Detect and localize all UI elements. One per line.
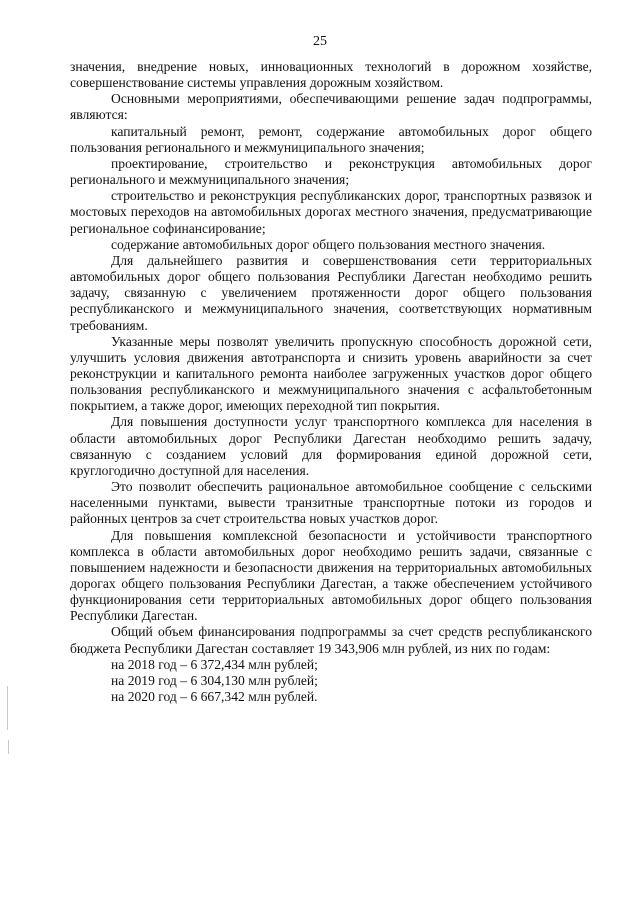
funding-year-2018: на 2018 год – 6 372,434 млн рублей;	[111, 656, 318, 672]
document-body	[70, 59, 592, 705]
list-item-local-maintenance: содержание автомобильных дорог общего пользования местного значения.	[111, 236, 546, 252]
list-item-design-construction: проектирование, строительство и реконструкция автомобильных дорог регионального и межмуниципального значения;	[70, 155, 592, 188]
paragraph-accessibility: Для повышения доступности услуг транспортного комплекса для населения в области автомобильных дорог Республики Дагестан необходимо решить задачу, связанную с созданием условий для формирования единой дорожной сети, круглогодично доступной для населения.	[70, 414, 592, 478]
paragraph-financing: Общий объем финансирования подпрограммы за счет средств республиканского бюджета Республики Дагестан составляет 19 343,906 млн рублей, из них по годам:	[70, 624, 592, 656]
scan-artifact-left	[7, 686, 8, 730]
scan-artifact-left-lower	[8, 740, 9, 754]
page-number: 25	[313, 34, 327, 49]
paragraph-capacity-measures: Указанные меры позволят увеличить пропускную способность дорожной сети, улучшить условия движения автотранспорта и снизить уровень аварийности за счет реконструкции и капитального ремонта наиболее загруженных участков дорог общего пользования республиканского и межмуниципального значения с асфальтобетонным покрытием, а также дорог, имеющих переходной тип покрытия.	[70, 333, 592, 414]
funding-year-2019: на 2019 год – 6 304,130 млн рублей;	[111, 672, 318, 688]
paragraph-safety: Для повышения комплексной безопасности и устойчивости транспортного комплекса в области автомобильных дорог необходимо решить задачи, связанные с повышением надежности и безопасности движения на территориальных автомобильных дорогах общего пользования Республики Дагестан, а также обеспечением устойчивого функционирования сети территориальных автомобильных дорог общего пользования Республики Дагестан.	[70, 527, 592, 624]
list-item-republican-roads: строительство и реконструкция республиканских дорог, транспортных развязок и мостовых переходов на автомобильных дорогах местного значения, предусматривающие региональное софинансирование;	[70, 188, 592, 236]
paragraph-rational-communication: Это позволит обеспечить рациональное автомобильное сообщение с сельскими населенными пунктами, вывести транзитные транспортные потоки из городов и районных центров за счет строительства новых участков дорог.	[70, 479, 592, 527]
paragraph-network-development: Для дальнейшего развития и совершенствования сети территориальных автомобильных дорог общего пользования Республики Дагестан необходимо решить задачу, связанную с увеличением протяженности дорог общего пользования республиканского и межмуниципального значения, соответствующих нормативным требованиям.	[70, 252, 592, 333]
paragraph-main-measures: Основными мероприятиями, обеспечивающими решение задач подпрограммы, являются:	[70, 91, 592, 123]
list-item-capital-repair: капитальный ремонт, ремонт, содержание автомобильных дорог общего пользования регионального и межмуниципального значения;	[70, 123, 592, 155]
paragraph-continuation: значения, внедрение новых, инновационных технологий в дорожном хозяйстве, совершенствование системы управления дорожным хозяйством.	[70, 59, 592, 91]
funding-year-2020: на 2020 год – 6 667,342 млн рублей.	[111, 689, 318, 705]
